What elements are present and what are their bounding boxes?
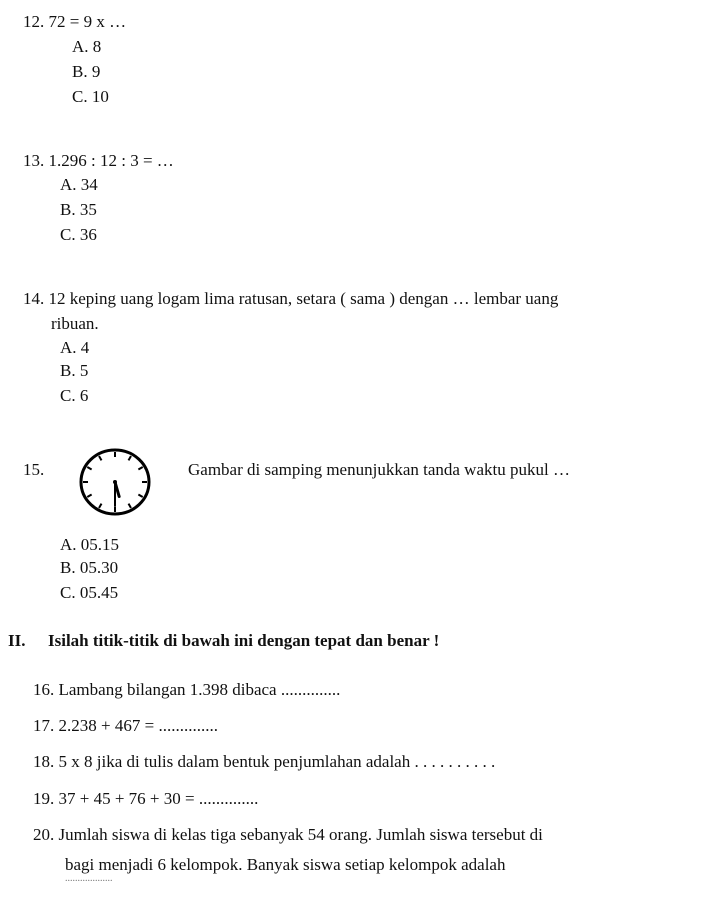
answer-blank: ................... [65,873,113,884]
clock-icon [78,447,152,517]
question-text: Jumlah siswa di kelas tiga sebanyak 54 orang. Jumlah siswa tersebut di [58,825,543,844]
question-17 [33,716,218,736]
question-19 [33,789,258,809]
question-number: 18. [33,752,55,771]
option-b: B. 35 [60,200,97,219]
question-number: 14. [23,289,45,308]
question-text: Gambar di samping menunjukkan tanda waktu pukul … [188,460,570,479]
question-number: 19. [33,789,55,808]
question-16 [33,680,340,700]
question-12 [23,12,126,32]
question-number: 15. [23,460,45,479]
option-c: C. 10 [72,87,109,106]
answer-blank: .............. [280,680,341,699]
option-a: A. 4 [60,338,90,357]
question-number: 17. [33,716,55,735]
answer-blank: .............. [158,716,218,735]
question-text-continued: ribuan. [51,314,99,333]
question-14 [23,289,558,309]
option-b: B. 05.30 [60,558,119,577]
question-text: 1.296 : 12 : 3 = … [48,151,174,170]
option-b: B. 5 [60,361,89,380]
option-c: C. 6 [60,386,89,405]
question-text: 5 x 8 jika di tulis dalam bentuk penjumlahan adalah . . . . . . . . . . [58,752,496,771]
question-number: 20. [33,825,55,844]
option-c: C. 05.45 [60,583,119,602]
option-a: A. 8 [72,37,102,56]
question-13 [23,151,174,171]
question-number: 12. [23,12,45,31]
section-heading [8,631,439,651]
option-b: B. 9 [72,62,101,81]
question-number: 13. [23,151,45,170]
option-a: A. 05.15 [60,535,120,554]
question-20 [33,825,543,845]
answer-blank: .............. [198,789,259,808]
question-text: Lambang bilangan 1.398 dibaca [58,680,277,699]
question-text: 12 keping uang logam lima ratusan, setara ( sama ) dengan … lembar uang [48,289,559,308]
option-c: C. 36 [60,225,97,244]
question-text-continued: bagi menjadi 6 kelompok. Banyak siswa setiap kelompok adalah [65,855,506,874]
section-number: II. [8,631,26,650]
question-text: 72 = 9 x … [48,12,127,31]
option-a: A. 34 [60,175,98,194]
question-text: 2.238 + 467 = [58,716,155,735]
section-title: Isilah titik-titik di bawah ini dengan tepat dan benar ! [47,631,440,650]
question-number: 16. [33,680,55,699]
question-text: 37 + 45 + 76 + 30 = [58,789,195,808]
question-18 [33,752,495,772]
